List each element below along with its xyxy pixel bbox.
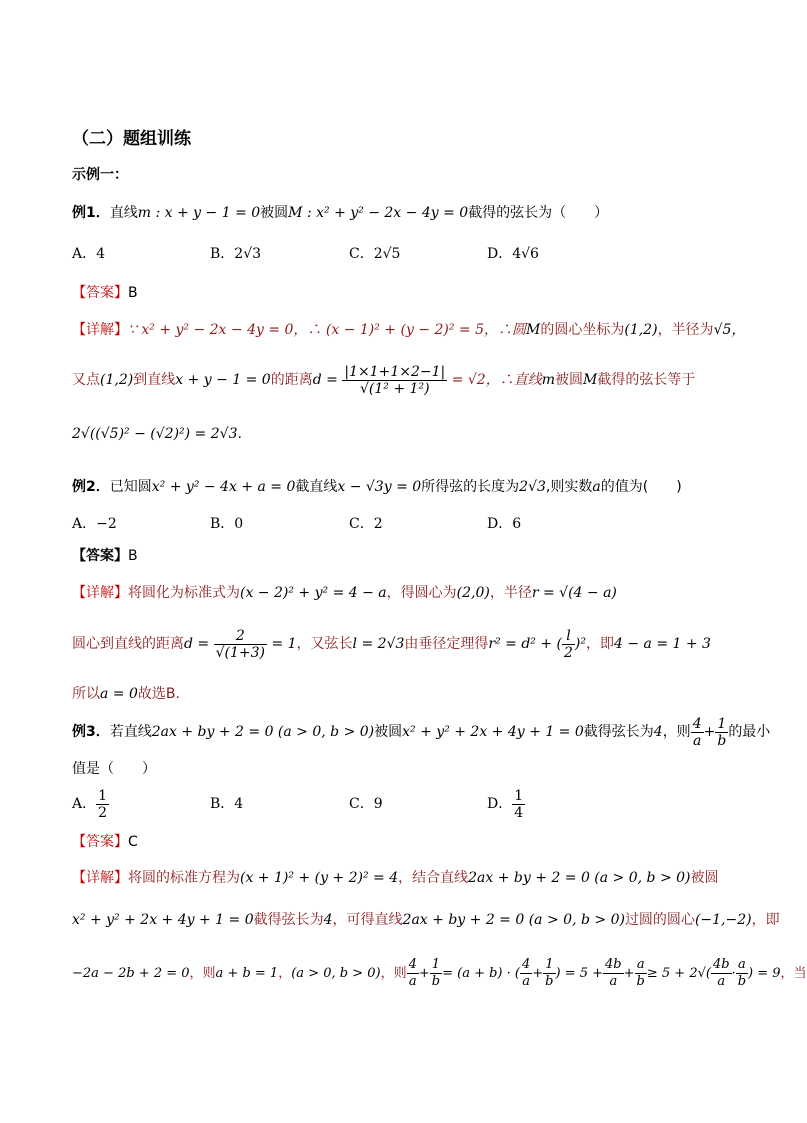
example-2-question: 例2．已知圆x² + y² − 4x + a = 0截直线x − √3y = 0所得弦的长度为2√3,则实数a的值为( ) — [72, 479, 682, 495]
example-2-detail-line-1: 【详解】将圆化为标准式为(x − 2)² + y² = 4 − a，得圆心为(2,0)，半径r = √(4 − a) — [72, 585, 617, 601]
example-1-option-b: B．2√3 — [210, 246, 262, 262]
example-2-option-c: C．2 — [349, 516, 383, 532]
example-3-question: 例3．若直线2ax + by + 2 = 0 (a > 0, b > 0)被圆x² + y² + 2x + 4y + 1 = 0截得弦长为4，则 $\frac{4}{a}$ + $\frac{1}{b}$ 的最小 — [72, 715, 771, 749]
example-3-detail-line-3: −2a − 2b + 2 = 0，则a + b = 1，(a > 0, b > 0)，则 $\frac{4}{a}$ + $\frac{1}{b}$ = (a + b) · ( $\frac{4}{a}$ + $\frac{1}{b}$ ) = 5 + $\frac{4b}{a}$ + $\frac{a}{b}$ ≥ 5 + 2√( $\frac{4b}{a}$ · $\frac{a}{b}$ ) = 9，当 — [72, 957, 807, 989]
example-1-option-a: A．4 — [72, 246, 106, 262]
example-1-answer: 【答案】B — [72, 285, 138, 301]
example-3-option-c: C．9 — [349, 796, 383, 812]
example-3-label: 例3． — [72, 724, 110, 740]
example-1-detail-line-1: 【详解】∵ x² + y² − 2x − 4y = 0，∴ (x − 1)² + (y − 2)² = 5，∴圆M的圆心坐标为(1,2)，半径为√5， — [72, 322, 746, 338]
example-2-answer: 【答案】B — [72, 548, 138, 564]
distance-fraction: $\frac{|1\times 1+1\times 2-1|}{\text{√(1² + 1²)}}$ — [344, 363, 446, 397]
example-2-option-d: D．6 — [487, 516, 522, 532]
example-1-detail-line-3: 2√((√5)² − (√2)²) = 2√3. — [72, 426, 242, 442]
example-3-question-cont: 值是（ ） — [72, 761, 156, 777]
example-1-option-d: D．4√6 — [487, 246, 539, 262]
example-3-option-b: B．4 — [210, 796, 244, 812]
example-3-answer: 【答案】C — [72, 834, 138, 850]
example-2-detail-line-2: 圆心到直线的距离d = $\frac{2}{√(1+3)}$ = 1，又弦长l = 2√3由垂径定理得r² = d² + ( $\frac{l}{2}$ )²，即4 − a = 1 + 3 — [72, 627, 711, 661]
example-3-option-d: D． $\frac{1}{4}$ — [487, 787, 524, 821]
example-2-option-a: A．−2 — [72, 516, 117, 532]
example-3-option-a: A． $\frac{1}{2}$ — [72, 787, 108, 821]
example-2-detail-line-3: 所以a = 0故选B. — [72, 686, 180, 702]
example-1-option-c: C．2√5 — [349, 246, 401, 262]
example-1-label: 例1． — [72, 205, 110, 221]
example-3-detail-line-1: 【详解】将圆的标准方程为(x + 1)² + (y + 2)² = 4，结合直线2ax + by + 2 = 0 (a > 0, b > 0)被圆 — [72, 870, 719, 886]
example-3-detail-line-2: x² + y² + 2x + 4y + 1 = 0截得弦长为4，可得直线2ax + by + 2 = 0 (a > 0, b > 0)过圆的圆心(−1,−2)，即 — [72, 912, 780, 928]
example-1-detail-line-2: 又点(1,2)到直线x + y − 1 = 0的距离d = $\frac{|1\times 1+1\times 2-1|}{\text{√(1² + 1²)}}$ = √2，∴直线m被圆M截得的弦长等于 — [72, 363, 696, 397]
section-title: （二）题组训练 — [72, 129, 191, 149]
example-2-label: 例2． — [72, 479, 110, 495]
subsection-title: 示例一： — [72, 167, 128, 183]
example-2-option-b: B．0 — [210, 516, 244, 532]
example-1-question: 例1．直线m : x + y − 1 = 0被圆M : x² + y² − 2x − 4y = 0截得的弦长为（ ） — [72, 205, 609, 221]
